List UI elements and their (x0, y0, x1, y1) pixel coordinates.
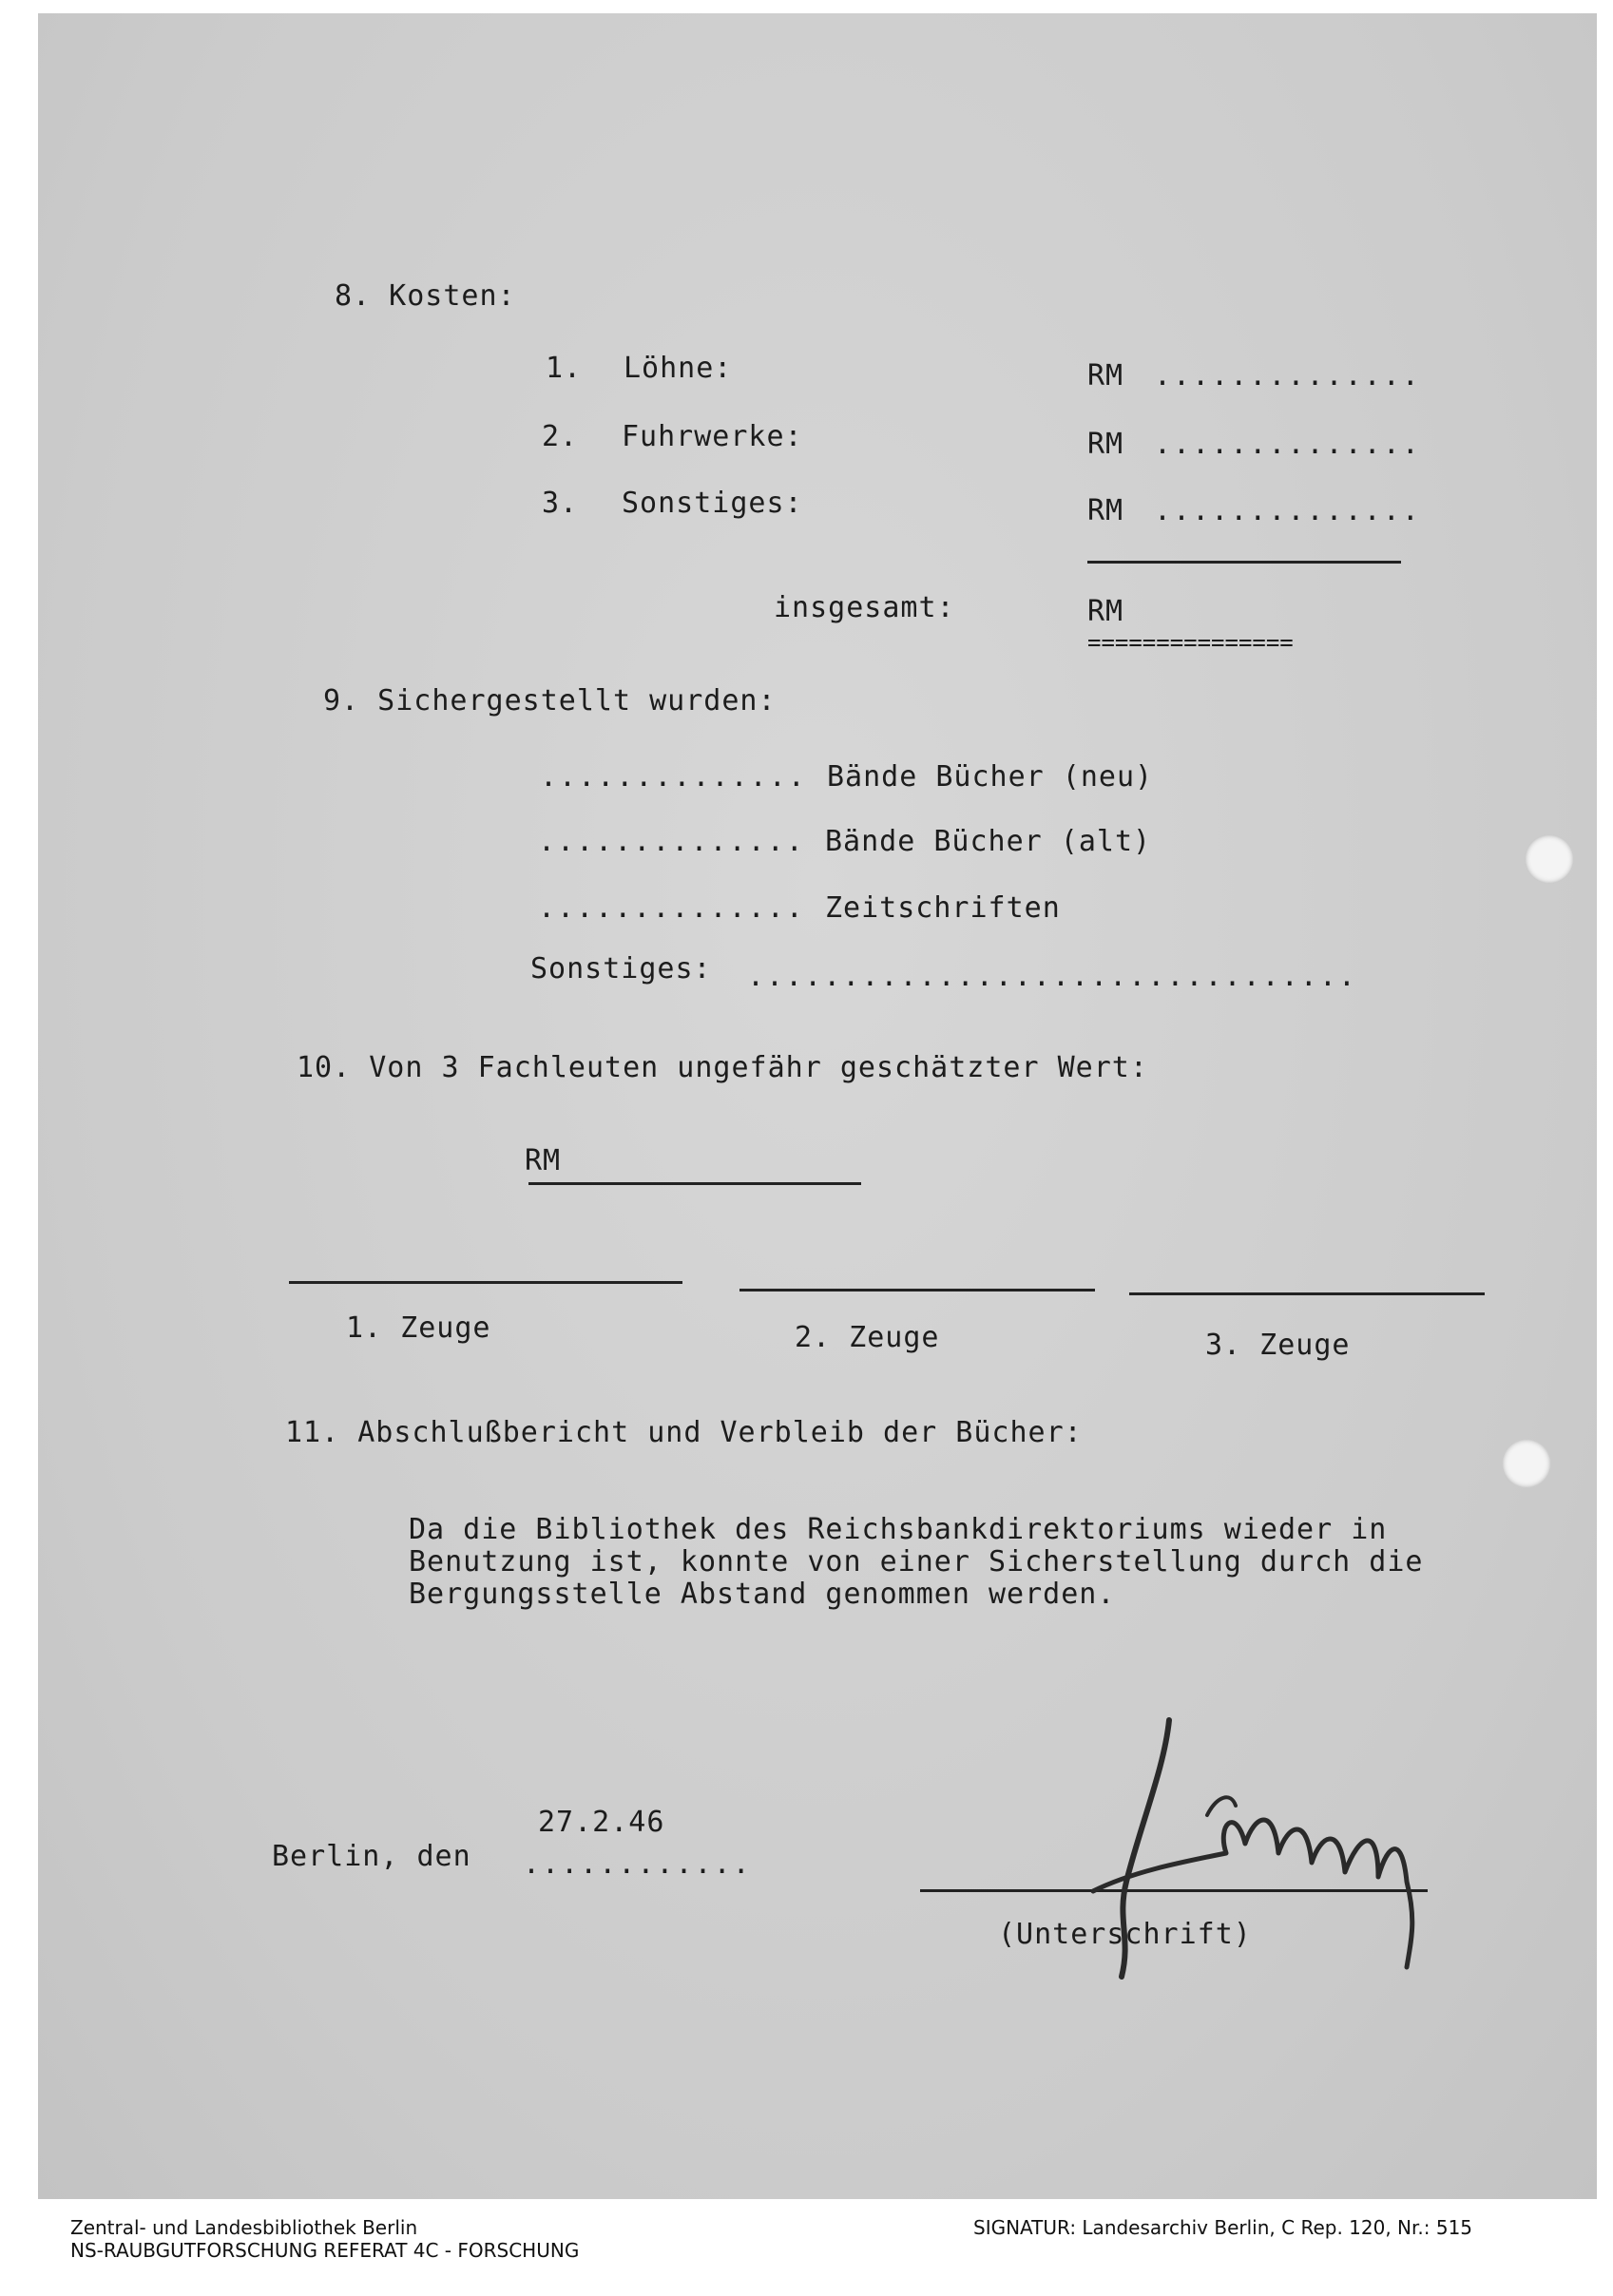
cost-item-1-currency: RM (1087, 359, 1124, 392)
secured-other-label: Sonstiges: (530, 952, 712, 985)
report-line-2: Benutzung ist, konnte von einer Sicherstellung durch die (409, 1545, 1424, 1578)
cost-item-3-currency: RM (1087, 494, 1124, 527)
signoff-place-dots: ............ (523, 1847, 752, 1881)
cost-total-rule: =============== (1087, 629, 1294, 656)
cost-item-3-num: 3. (542, 487, 579, 520)
value-line (528, 1182, 861, 1185)
cost-item-1-num: 1. (546, 352, 583, 385)
footer-signature-ref: SIGNATUR: Landesarchiv Berlin, C Rep. 120, Nr.: 515 (973, 2216, 1473, 2239)
report-line-3: Bergungsstelle Abstand genommen werden. (409, 1578, 1116, 1611)
footer-library: Zentral- und Landesbibliothek Berlin (70, 2216, 418, 2239)
secured-row-2-label: Bände Bücher (alt) (825, 825, 1152, 858)
secured-row-3-label: Zeitschriften (825, 891, 1061, 925)
punch-hole-top (1525, 834, 1574, 884)
signature-caption: (Unterschrift) (998, 1918, 1252, 1951)
section-10-heading: 10. Von 3 Fachleuten ungefähr geschätzter Wert: (297, 1051, 1148, 1084)
value-currency: RM (525, 1144, 562, 1177)
signoff-place-label: Berlin, den (272, 1840, 471, 1873)
witness-3-label: 3. Zeuge (1205, 1329, 1351, 1362)
cost-item-3-label: Sonstiges: (622, 487, 803, 520)
cost-item-2-currency: RM (1087, 428, 1124, 461)
section-8-heading: 8. Kosten: (335, 279, 516, 313)
cost-item-1-dots: .............. (1154, 359, 1421, 392)
cost-item-2-label: Fuhrwerke: (622, 420, 803, 453)
cost-item-1-label: Löhne: (624, 352, 733, 385)
cost-item-2-dots: .............. (1154, 428, 1421, 461)
secured-row-2-dots: .............. (538, 825, 805, 858)
secured-row-3-dots: .............. (538, 891, 805, 925)
report-line-1: Da die Bibliothek des Reichsbankdirektoriums wieder in (409, 1513, 1388, 1546)
cost-item-2-num: 2. (542, 420, 579, 453)
witness-2-label: 2. Zeuge (795, 1321, 940, 1354)
signoff-date: 27.2.46 (538, 1806, 665, 1839)
witness-1-label: 1. Zeuge (346, 1311, 491, 1345)
handwritten-signature (1074, 1711, 1483, 1986)
cost-sum-line (1087, 561, 1401, 564)
witness-1-line (289, 1281, 682, 1284)
cost-item-3-dots: .............. (1154, 494, 1421, 527)
witness-2-line (739, 1289, 1095, 1292)
secured-other-dots: ................................ (747, 960, 1357, 993)
section-9-heading: 9. Sichergestellt wurden: (323, 684, 777, 718)
cost-total-currency: RM (1087, 595, 1124, 628)
witness-3-line (1129, 1292, 1485, 1295)
secured-row-1-label: Bände Bücher (neu) (827, 760, 1154, 794)
footer-department: NS-RAUBGUTFORSCHUNG REFERAT 4C - FORSCHUNG (70, 2239, 580, 2262)
secured-row-1-dots: .............. (540, 760, 807, 794)
section-11-heading: 11. Abschlußbericht und Verbleib der Bücher: (285, 1416, 1083, 1449)
punch-hole-bottom (1502, 1439, 1551, 1488)
cost-total-label: insgesamt: (774, 591, 955, 624)
